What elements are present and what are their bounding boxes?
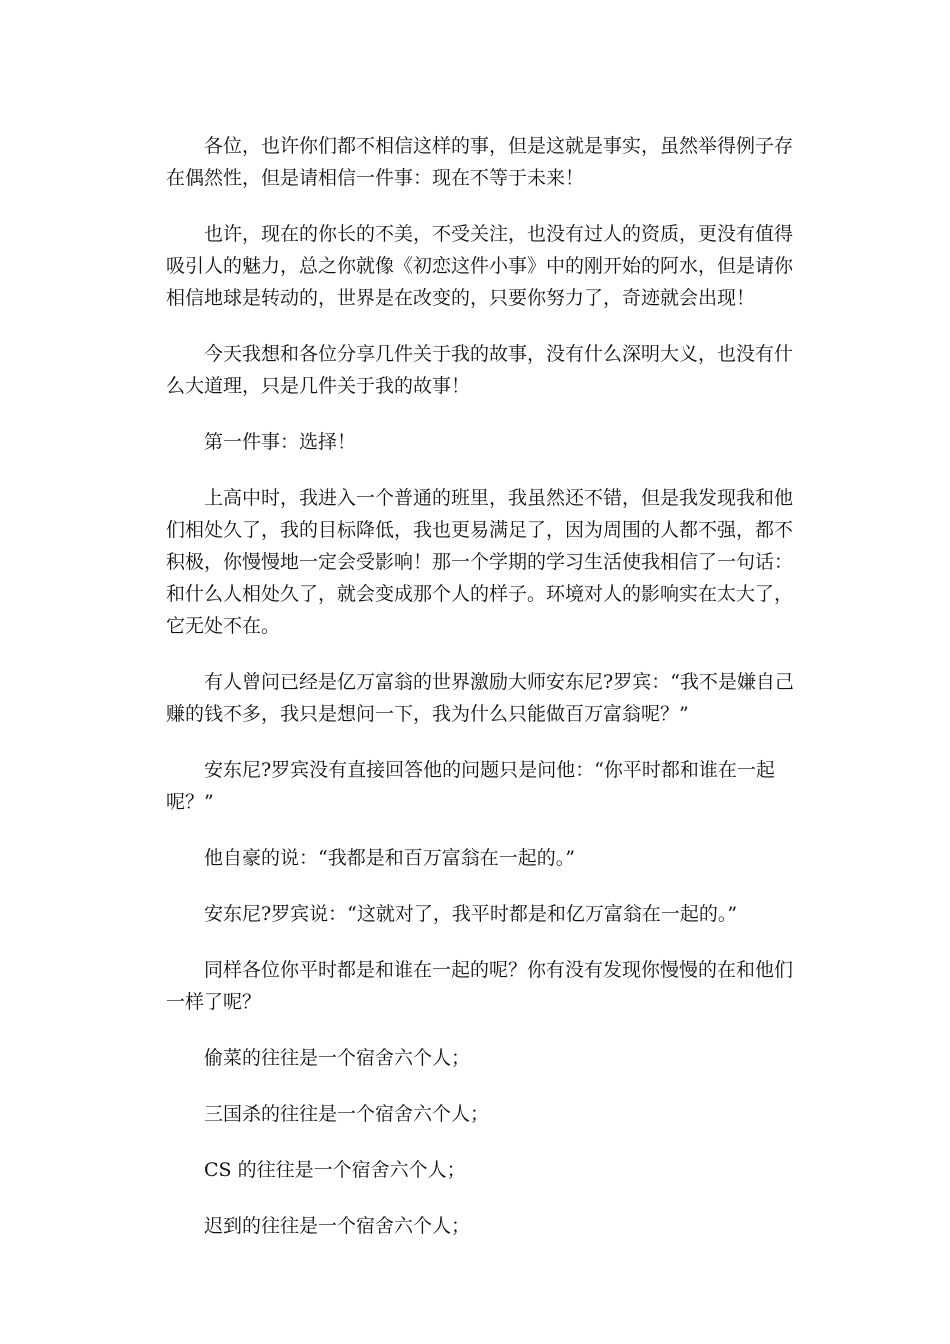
paragraph-1: 各位，也许你们都不相信这样的事，但是这就是事实，虽然举得例子存在偶然性，但是请相信一件事：现在不等于未来！ [166, 135, 794, 189]
paragraph-5: 上高中时，我进入一个普通的班里，我虽然还不错，但是我发现我和他们相处久了，我的目标降低，我也更易满足了，因为周围的人都不强，都不积极，你慢慢地一定会受影响！那一个学期的学习生活使我相信了一句话：和什么人相处久了，就会变成那个人的样子。环境对人的影响实在太大了，它无处不在。 [166, 487, 794, 637]
paragraph-14: 迟到的往往是一个宿舍六个人； [204, 1215, 471, 1237]
paragraph-3: 今天我想和各位分享几件关于我的故事，没有什么深明大义，也没有什么大道理，只是几件关于我的故事！ [166, 343, 794, 397]
paragraph-8: 他自豪的说：“我都是和百万富翁在一起的。” [204, 847, 575, 869]
paragraph-9: 安东尼?罗宾说：“这就对了，我平时都是和亿万富翁在一起的。” [204, 903, 738, 925]
paragraph-11: 偷菜的往往是一个宿舍六个人； [204, 1047, 471, 1069]
paragraph-4: 第一件事：选择！ [204, 431, 357, 453]
paragraph-6: 有人曾问已经是亿万富翁的世界激励大师安东尼?罗宾：“我不是嫌自己赚的钱不多，我只是想问一下，我为什么只能做百万富翁呢？” [166, 671, 794, 725]
paragraph-13: CS 的往往是一个宿舍六个人； [204, 1159, 466, 1181]
document-body [166, 130, 811, 1266]
paragraph-12: 三国杀的往往是一个宿舍六个人； [204, 1103, 490, 1125]
paragraph-2: 也许，现在的你长的不美，不受关注，也没有过人的资质，更没有值得吸引人的魅力，总之你就像《初恋这件小事》中的刚开始的阿水，但是请你相信地球是转动的，世界是在改变的，只要你努力了，奇迹就会出现！ [166, 223, 794, 309]
paragraph-7: 安东尼?罗宾没有直接回答他的问题只是问他：“你平时都和谁在一起呢？” [166, 759, 775, 813]
paragraph-10: 同样各位你平时都是和谁在一起的呢？你有没有发现你慢慢的在和他们一样了呢？ [166, 959, 794, 1013]
